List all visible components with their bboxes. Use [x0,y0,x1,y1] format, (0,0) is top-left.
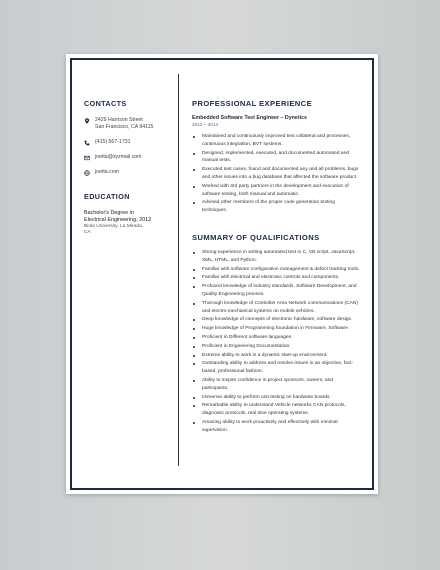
qualifications-heading: SUMMARY OF QUALIFICATIONS [192,232,320,242]
column-divider [178,74,179,466]
phone-text[interactable]: (415) 567-1731 [95,139,131,145]
left-column [84,99,172,237]
email-text[interactable]: joetta@xyzmail.com [95,154,142,160]
education-heading: EDUCATION [84,192,130,201]
list-item: Strong experience in writing automated test in C, VB script, JavaScript, XML, HTML, and Python. [192,249,360,265]
list-item: Remarkable ability to understand Vehicle networks CAN protocols, diagnostic protocols, real time operating systems. [192,402,360,418]
list-item: Amazing ability to work proactively and effectively with minimal supervision. [192,419,360,435]
list-item: Proficient in Engineering Documentation. [192,343,360,351]
email-icon [84,155,90,161]
list-item: Outstanding ability to address and resolve issues in an objective, fact-based, professional fashion. [192,360,360,376]
list-item: Ability to inspire confidence in project sponsors, owners, and participants. [192,377,360,393]
list-item: Proficient in Different software languages. [192,334,360,342]
school-line-1: Biola University, La Mirada, [84,224,144,229]
list-item: Thorough knowledge of Controller Area Network communications (CAN) and electro-mechanical systems on mobile vehicles. [192,300,360,316]
list-item: Executed test cases, found and documented any and all problems, bugs and other issues into a bug database that affected the software product. [192,166,360,182]
globe-icon [84,170,90,176]
list-item: Deep knowledge of concepts of electronic hardware, software design. [192,316,360,324]
list-item: Advised other members of the proper code generation testing techniques. [192,199,360,215]
website-text[interactable]: joetta.com [95,169,119,175]
degree-line-2: Electrical Engineering, 2012 [84,217,152,223]
school-line-2: CA [84,230,91,236]
resume-page [66,54,378,494]
experience-list [192,133,360,215]
right-column [192,99,360,436]
list-item: Maintained and continuously improved test collateral and processes, continuous integration, BVT systems. [192,133,360,149]
list-item: Immense ability to perform unit testing on hardware boards. [192,394,360,402]
contacts-heading: CONTACTS [84,99,127,108]
list-item: Profound knowledge of industry standards, Software Development, and Quality Engineering process. [192,283,360,299]
list-item: Extreme ability to work in a dynamic start-up environment. [192,352,360,360]
contact-phone [84,139,172,146]
contact-website [84,169,172,176]
list-item: Familiar with software configuration management & defect tracking tools. [192,266,360,274]
job-dates: 2012 – 2014 [192,122,219,127]
qualifications-list [192,249,360,435]
list-item: Huge knowledge of Programming foundation in Firmware, Software. [192,325,360,333]
contact-email [84,154,172,161]
list-item: Worked with 3rd party partners in the development and execution of software testing, both manual and automatic. [192,183,360,199]
address-line-1: 2429 Harrison Street [95,117,143,123]
address-line-2: San Francisco, CA 94115 [95,124,154,130]
address-text [95,117,153,131]
degree-line-1: Bachelor's Degree in [84,210,134,216]
job-title: Embedded Software Test Engineer – Dynetics [192,115,307,121]
contact-address [84,117,172,131]
list-item: Familiar with electrical and electronic controls and components. [192,274,360,282]
location-pin-icon [84,118,90,124]
phone-icon [84,140,90,146]
list-item: Designed, implemented, executed, and documented automated and manual tests. [192,150,360,166]
experience-heading: PROFESSIONAL EXPERIENCE [192,99,313,108]
